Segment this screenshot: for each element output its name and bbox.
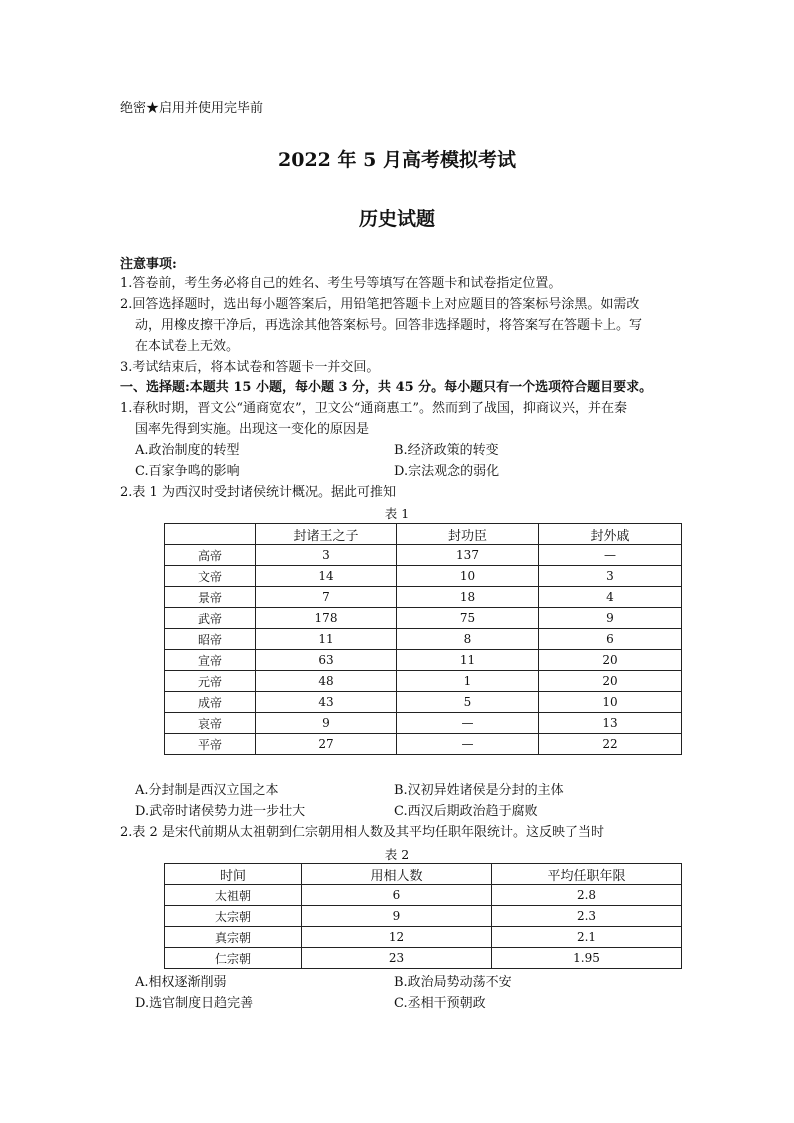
table2-caption: 表 2 — [384, 847, 410, 862]
q1-option-d: D.宗法观念的弱化 — [394, 464, 500, 479]
table1-header-cell: 封功臣 — [397, 524, 539, 545]
table1-cell: 14 — [256, 566, 397, 587]
section-heading: 一、选择题:本题共 15 小题，每小题 3 分，共 45 分。每小题只有一个选项符合题目要求。 — [120, 380, 653, 395]
table1-row-label: 高帝 — [165, 545, 256, 566]
table1-cell: 10 — [397, 566, 539, 587]
q1-stem: 1.春秋时期，晋文公“通商宽农”，卫文公“通商惠工”。然而到了战国，抑商议兴，并在秦 — [120, 401, 627, 416]
table1-cell: 3 — [256, 545, 397, 566]
table2-row — [165, 927, 682, 948]
table1-cell: 8 — [397, 629, 539, 650]
table1-cell: 43 — [256, 692, 397, 713]
table1-row — [165, 629, 682, 650]
table2-cell: 2.3 — [492, 906, 682, 927]
q1-option-b: B.经济政策的转变 — [394, 443, 499, 458]
table2-cell: 2.1 — [492, 927, 682, 948]
table1-cell: — — [397, 713, 539, 734]
table1-cell: 11 — [397, 650, 539, 671]
table1-cell: 11 — [256, 629, 397, 650]
note-item-2-cont: 动，用橡皮擦干净后，再选涂其他答案标号。回答非选择题时，将答案写在答题卡上。写 — [135, 318, 643, 333]
table1-cell: 48 — [256, 671, 397, 692]
q2-option-d: D.武帝时诸侯势力进一步壮大 — [135, 804, 306, 819]
table2-row — [165, 906, 682, 927]
q3-option-b: B.政治局势动荡不安 — [394, 975, 512, 990]
q1-option-c: C.百家争鸣的影响 — [135, 464, 240, 479]
note-item-1: 1.答卷前，考生务必将自己的姓名、考生号等填写在答题卡和试卷指定位置。 — [120, 276, 562, 291]
q3-option-a: A.相权逐渐削弱 — [135, 975, 227, 990]
table2-cell: 2.8 — [492, 885, 682, 906]
q1-stem-cont: 国率先得到实施。出现这一变化的原因是 — [135, 422, 370, 437]
table1-cell: 18 — [397, 587, 539, 608]
table1-row-label: 文帝 — [165, 566, 256, 587]
table2-header-row — [165, 864, 682, 885]
table1-row — [165, 713, 682, 734]
q2-option-b: B.汉初异姓诸侯是分封的主体 — [394, 783, 564, 798]
table1-row — [165, 650, 682, 671]
exam-subject: 历史试题 — [358, 208, 435, 230]
table1-cell: 9 — [256, 713, 397, 734]
table2-row — [165, 885, 682, 906]
confidential-notice: 绝密★启用并使用完毕前 — [120, 101, 264, 116]
table2-row-label: 真宗朝 — [165, 927, 302, 948]
q3-option-d: D.选官制度日趋完善 — [135, 996, 254, 1011]
table1-row — [165, 692, 682, 713]
table1-cell: 6 — [539, 629, 682, 650]
table1-cell: 5 — [397, 692, 539, 713]
table2-cell: 6 — [302, 885, 492, 906]
q1-option-a: A.政治制度的转型 — [135, 443, 240, 458]
table1-header-cell: 封诸王之子 — [256, 524, 397, 545]
note-item-2: 2.回答选择题时，选出每小题答案后，用铅笔把答题卡上对应题目的答案标号涂黑。如需改 — [120, 297, 640, 312]
table1-cell: 13 — [539, 713, 682, 734]
table1-cell: 63 — [256, 650, 397, 671]
q2-stem: 2.表 1 为西汉时受封诸侯统计概况。据此可推知 — [120, 485, 396, 500]
table1-row-label: 景帝 — [165, 587, 256, 608]
table1-cell: — — [397, 734, 539, 755]
table-1 — [164, 523, 682, 755]
table1-row — [165, 671, 682, 692]
table1-row — [165, 545, 682, 566]
table1-row — [165, 587, 682, 608]
note-item-3: 3.考试结束后，将本试卷和答题卡一并交回。 — [120, 360, 380, 375]
table1-cell: 178 — [256, 608, 397, 629]
table1-caption: 表 1 — [384, 506, 410, 521]
table2-header-cell: 时间 — [165, 864, 302, 885]
table1-header-cell: 封外戚 — [539, 524, 682, 545]
table1-row — [165, 566, 682, 587]
table1-row-label: 昭帝 — [165, 629, 256, 650]
table2-cell: 12 — [302, 927, 492, 948]
table1-row — [165, 608, 682, 629]
table-2 — [164, 863, 682, 969]
q3-option-c: C.丞相干预朝政 — [394, 996, 486, 1011]
table2-row — [165, 948, 682, 969]
table1-cell: 20 — [539, 671, 682, 692]
table1-cell: 10 — [539, 692, 682, 713]
table1-row-label: 武帝 — [165, 608, 256, 629]
table1-cell: 1 — [397, 671, 539, 692]
table1-header-row — [165, 524, 682, 545]
table1-row-label: 哀帝 — [165, 713, 256, 734]
table1-row — [165, 734, 682, 755]
table2-row-label: 仁宗朝 — [165, 948, 302, 969]
table1-cell: 4 — [539, 587, 682, 608]
table2-row-label: 太祖朝 — [165, 885, 302, 906]
table1-cell: 7 — [256, 587, 397, 608]
table1-cell: 20 — [539, 650, 682, 671]
q2-option-a: A.分封制是西汉立国之本 — [135, 783, 279, 798]
table1-cell: 22 — [539, 734, 682, 755]
table2-cell: 1.95 — [492, 948, 682, 969]
table1-cell: 137 — [397, 545, 539, 566]
table1-cell: 27 — [256, 734, 397, 755]
table1-cell: — — [539, 545, 682, 566]
table1-row-label: 元帝 — [165, 671, 256, 692]
note-item-2-cont2: 在本试卷上无效。 — [135, 339, 240, 354]
table2-cell: 9 — [302, 906, 492, 927]
table2-header-cell: 平均任职年限 — [492, 864, 682, 885]
table1-row-label: 成帝 — [165, 692, 256, 713]
table1-row-label: 宣帝 — [165, 650, 256, 671]
table1-header-cell — [165, 524, 256, 545]
q3-stem: 2.表 2 是宋代前期从太祖朝到仁宗朝用相人数及其平均任职年限统计。这反映了当时 — [120, 825, 604, 840]
table2-cell: 23 — [302, 948, 492, 969]
table2-header-cell: 用相人数 — [302, 864, 492, 885]
notes-heading: 注意事项: — [120, 257, 177, 272]
table1-cell: 75 — [397, 608, 539, 629]
table1-cell: 9 — [539, 608, 682, 629]
exam-title: 2022 年 5 月高考模拟考试 — [278, 149, 516, 171]
table2-row-label: 太宗朝 — [165, 906, 302, 927]
q2-option-c: C.西汉后期政治趋于腐败 — [394, 804, 538, 819]
table1-cell: 3 — [539, 566, 682, 587]
table1-row-label: 平帝 — [165, 734, 256, 755]
